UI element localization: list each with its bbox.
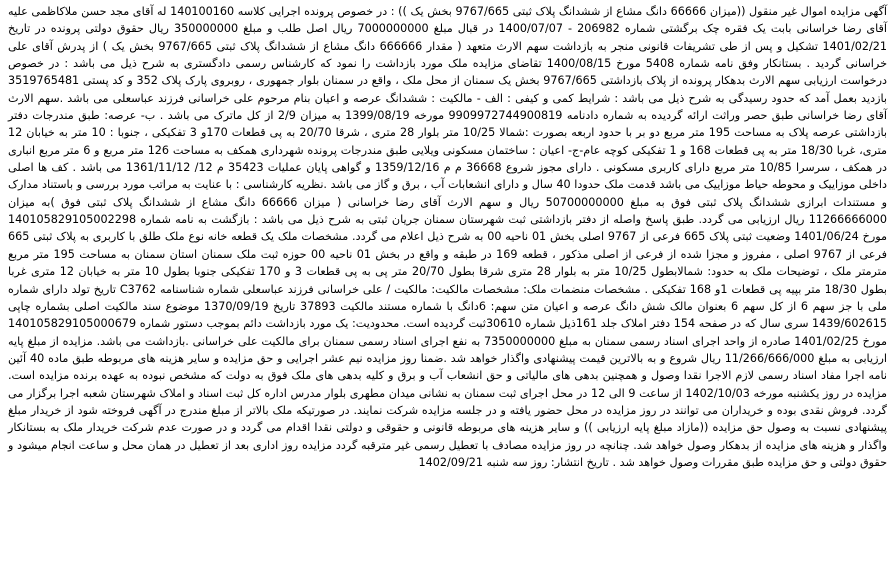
auction-notice-body: آگهی مزایده اموال غیر منقول ((میزان 66666 دانگ مشاع از ششدانگ پلاک ثبتی 9767/665 بخش یک )) : در خصوص پرونده اجرایی کلاسه 140100160 له آقای مجد حسن ملاکاظمی علیه آقای رضا خراسانی بابت یک فقره چک برگشتی شماره 206982 - 1400/07/07 در قبال مبلغ 7000000000 ریال اصل طلب و مبلغ 350000000 ریال حقوق دولتی پرونده در تاریخ 1401/02/21 تشکیل و پس از طی تشریفات قانونی منجر به بازداشت سهم الارث متعهد ( مقدار 666666 دانگ مشاع از ششدانگ پلاک ثبتی 9767/665 بخش یک ) از پدرش آقای علی خراسانی گردید . بستانکار وفق نامه شماره 5408 مورخ 1400/08/15 تقاضای مزایده ملک مورد بازداشت را نمود که کارشناس رسمی دادگستری به شرح ذیل می باشد : در خصوص درخواست ارزیابی سهم الارث بدهکار پرونده از پلاک بازداشتی 9767/665 بخش یک سمنان از محل ملک ، واقع در سمنان بلوار جمهوری ، روبروی پارک پلاک 352 و کد پستی 3519765481 بازدید بعمل آمد که حدود رسیدگی به شرح ذیل می باشد : شرایط کمی و کیفی : الف - مالکیت : ششدانگ عرصه و اعیان بنام مرحوم علی خراسانی فرزند عباسعلی می باشد .سهم الارث آقای رضا خراسانی طبق حصر وراثت ارائه گردیده به شماره دادنامه 9909972744900819 مورخه 1399/08/19 به میزان 2/9 از کل ماترک می باشد . ب- عرصه: طبق مندرجات دفتر بازداشتی عرصه پلاک به مساحت 195 متر مربع دو بر با حدود اربعه بصورت :شمالا 10/25 متر بلوار 28 متری ، شرقا 20/70 به پی قطعات 170و 3 تفکیکی ، جنوبا : 10 متر به خیابان 12 متری، غربا 18/30 متر به پی قطعات 168 و 1 تفکیکی کوچه عام-ج- اعیان : ساختمان مسکونی ویلایی طبق مندرجات پرونده شهرداری همکف به مساحت 126 متر مربع و 6 متر مربع انباری در همکف ، سرسرا 10/85 متر مربع دارای کاربری مسکونی . دارای مجوز شروع 36668 م م 1359/12/16 و گواهی پایان عملیات 35423 م 12/ 1361/11/12 می باشد . کف ها اصلی داخلی موزاییک و محوطه حیاط موزاییک می باشد قدمت ملک حدودا 40 سال و دارای انشعابات آب ، برق و گاز می باشد .نظریه کارشناسی : با عنایت به مراتب مورد بررسی و باستناد مدارک و مستندات ابرازی ششدانگ پلاک ثبتی فوق به مبلغ 50700000000 ریال و سهم الارث آقای رضا خراسانی ( میزان 66666 دانگ مشاع از ششدانگ پلاک ثبتی فوق )به میزان 11266666000 ریال ارزیابی می گردد. طبق پاسخ واصله از دفتر بازداشتی ثبت شهرستان سمنان جریان ثبتی به شرح ذیل می باشد : بازگشت به نامه شماره 140105829105002298 مورخ 1401/06/24 وضعیت ثبتی پلاک 665 فرعی از 9767 اصلی بخش 01 ناحیه 00 به شرح ذیل اعلام می گردد. مشخصات ملک یک قطعه خانه نوع ملک طلق با کاربری به پلاک ثبتی 665 فرعی از 9767 اصلی ، مفروز و مجزا شده از فرعی از اصلی مذکور ، قطعه 169 در طبقه و واقع در بخش 01 ناحیه 00 حوزه ثبت ملک سمنان استان سمنان به مساحت 195 متر مربع مترمتر ملک ، توضیحات ملک به حدود: شمالابطول 10/25 متر به بلوار 28 متری شرقا بطول 20/70 متر پی به پی قطعات 3 و 170 تفکیکی جنوبا بطول 10 متر به خیابان 12 متری غربا بطول 18/30 متر بپیه پی قطعات 1و 168 تفکیکی . مشخصات منضمات ملک: مشخصات مالکیت: مالکیت / علی خراسانی فرزند عباسعلی شماره شناسنامه C3762 تاریخ تولد دارای شماره ملی با جز سهم 6 از کل سهم 6 بعنوان مالک شش دانگ عرصه و اعیان متن سهم: 6دانگ با شماره مستند مالکیت 37893 تاریخ 1370/09/19 موضوع سند مالکیت اصلی بشماره چاپی 1439/602615 سری سال که در صفحه 154 دفتر املاک جلد 161ذیل شماره 30610ثبت گردیده است. محدودیت: یک مورد بازداشت دائم بموجب دستور شماره 140105829105000679 مورخ 1401/02/25 صادره از واحد اجرای اسناد رسمی سمنان به مبلغ 7350000000 به نفع اجرای اسناد رسمی سمنان برای مالکیت علی خراسانی .بازداشت می باشد. مزایده از مبلغ پایه ارزیابی به مبلغ 11/266/666/000 ریال شروع و به بالاترین قیمت پیشنهادی واگذار خواهد شد .ضمنا روز مزایده نیم عشر اجرایی و حق مزایده و سایر هزینه های مربوطه طبق ماده 40 آئین نامه اجرا مفاد اسناد رسمی لازم الاجرا نقدا وصول و همچنین بدهی های مالیاتی و حق انشعاب آب و برق و کلیه بدهی های ملک فوق به دولت که مشخص نبوده به عهده برنده مزایده است. مزایده در روز یکشنبه مورخه 1402/10/03 از ساعت 9 الی 12 در محل اجرای ثبت سمنان به نشانی میدان مطهری بلوار مدرس اداره کل ثبت اسناد و املاک شهرستان شعبه اجرا برگزار می گردد. فروش نقدی بوده و خریداران می توانند در روز مزایده در محل حضور یافته و در جلسه مزایده شرکت نمایند. در صورتیکه ملک بالاتر از مبلغ مندرج در آگهی فروخته شود از خریدار مبلغ پیشنهادی نسبت به وصول حق مزایده ((مازاد مبلغ پایه ارزیابی )) و سایر هزینه های مربوطه قانونی و حقوقی و دولتی نقدا اقدام می گردد و در صورت عدم شرکت خریدار ملک به بستانکار واگذار و هزینه های مزایده از بدهکار وصول خواهد شد. چنانچه در روز مزایده مصادف با تعطیل رسمی غیر مترقبه گردد مزایده روز اداری بعد از تعطیل در همان محل و ساعت انجام میشود و حقوق دولتی و حق مزایده طبق مقررات وصول خواهد شد . تاریخ انتشار: روز سه شنبه 1402/09/21 [8,5,888,469]
